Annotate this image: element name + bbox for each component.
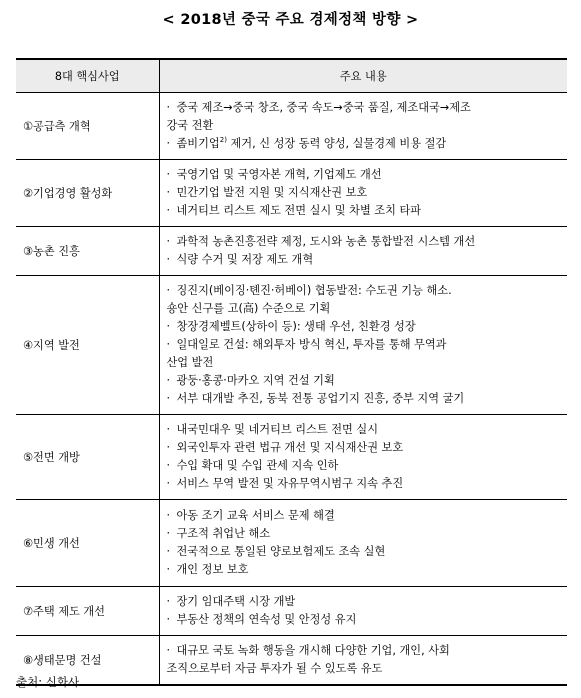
category-cell: ②기업경영 활성화 <box>16 160 159 227</box>
bullet-icon: · <box>166 459 171 472</box>
bullet-icon: · <box>166 338 171 351</box>
bullet-icon: · <box>166 545 171 558</box>
list-item <box>167 184 564 202</box>
list-item <box>167 99 564 117</box>
bullet-icon: · <box>166 204 171 217</box>
bullet-icon: · <box>166 137 171 150</box>
list-item <box>167 372 564 390</box>
list-item <box>167 561 564 579</box>
list-item <box>167 318 564 336</box>
item-text: 개인 정보 보호 <box>176 563 249 576</box>
item-text: 내국민대우 및 네거티브 리스트 전면 실시 <box>176 423 379 436</box>
item-text: 외국인투자 관련 법규 개선 및 지식재산권 보호 <box>176 441 404 454</box>
item-text: 과학적 농촌진흥전략 제정, 도시와 농촌 통합발전 시스템 개선 <box>176 235 476 248</box>
table-row <box>16 587 567 636</box>
list-item <box>167 251 564 269</box>
list-item-continuation <box>167 660 564 678</box>
list-item <box>167 457 564 475</box>
source-note: 출처: 신화사 <box>16 675 80 689</box>
item-text: 광둥·홍콩·마카오 지역 건설 기획 <box>176 374 335 387</box>
list-item <box>167 336 564 354</box>
bullet-icon: · <box>166 168 171 181</box>
table-row <box>16 276 567 415</box>
item-text: 네거티브 리스트 제도 전면 실시 및 차별 조치 타파 <box>176 204 422 217</box>
item-text-tail: 제거, 신 성장 동력 양성, 실물경제 비용 절감 <box>226 137 447 150</box>
item-text: 징진지(베이징·톈진·허베이) 협동발전: 수도권 기능 해소. <box>176 284 452 297</box>
item-text: 장기 임대주택 시장 개발 <box>176 595 296 608</box>
item-text: 숑안 신구를 고(高) 수준으로 기획 <box>166 302 331 315</box>
item-text: 국영기업 및 국영자본 개혁, 기업제도 개선 <box>176 168 382 181</box>
column-header-main-content: 주요 내용 <box>159 59 567 93</box>
item-text: 서비스 무역 발전 및 자유무역시범구 지속 추진 <box>176 477 404 490</box>
list-item <box>167 166 564 184</box>
list-item <box>167 282 564 300</box>
content-cell <box>159 587 567 636</box>
item-text: 중국 제조→중국 창조, 중국 속도→중국 품질, 제조대국→제조 <box>176 101 471 114</box>
column-header-core-project: 8대 핵심사업 <box>16 59 159 93</box>
content-cell <box>159 636 567 686</box>
category-cell: ⑧생태문명 건설 <box>16 636 159 686</box>
content-cell <box>159 93 567 160</box>
table-header-row <box>16 59 567 93</box>
bullet-icon: · <box>166 374 171 387</box>
bullet-icon: · <box>166 527 171 540</box>
item-text: 식량 수거 및 저장 제도 개혁 <box>176 253 314 266</box>
bullet-icon: · <box>166 284 171 297</box>
list-item-continuation <box>167 354 564 372</box>
list-item <box>167 525 564 543</box>
bullet-icon: · <box>166 477 171 490</box>
list-item-continuation <box>167 300 564 318</box>
item-text: 수입 확대 및 수입 관세 지속 인하 <box>176 459 339 472</box>
bullet-icon: · <box>166 101 171 114</box>
table-row <box>16 227 567 276</box>
item-text: 아동 조기 교육 서비스 문제 해결 <box>176 509 335 522</box>
content-cell <box>159 160 567 227</box>
content-cell <box>159 227 567 276</box>
bullet-icon: · <box>166 423 171 436</box>
content-cell <box>159 276 567 415</box>
content-cell <box>159 500 567 587</box>
item-text: 민간기업 발전 지원 및 지식재산권 보호 <box>176 186 368 199</box>
table-row <box>16 415 567 500</box>
list-item-continuation <box>167 117 564 135</box>
bullet-icon: · <box>166 392 171 405</box>
category-cell: ①공급측 개혁 <box>16 93 159 160</box>
item-text: 일대일로 건설: 해외투자 방식 혁신, 투자를 통해 무역과 <box>176 338 447 351</box>
item-text: 대규모 국토 녹화 행동을 개시해 다양한 기업, 개인, 사회 <box>176 644 450 657</box>
category-cell: ④지역 발전 <box>16 276 159 415</box>
list-item <box>167 421 564 439</box>
list-item <box>167 233 564 251</box>
category-cell: ③농촌 진흥 <box>16 227 159 276</box>
item-text: 창장경제벨트(상하이 등): 생태 우선, 친환경 성장 <box>176 320 416 333</box>
category-cell: ⑦주택 제도 개선 <box>16 587 159 636</box>
table-row <box>16 500 567 587</box>
table-row <box>16 160 567 227</box>
policy-table <box>16 58 567 686</box>
item-text: 강국 전환 <box>166 119 214 132</box>
list-item <box>167 543 564 561</box>
page-title: < 2018년 중국 주요 경제정책 방향 > <box>162 12 419 28</box>
bullet-icon: · <box>166 563 171 576</box>
item-text: 구조적 취업난 해소 <box>176 527 271 540</box>
item-text: 조직으로부터 자금 투자가 될 수 있도록 유도 <box>166 662 383 675</box>
table-row <box>16 636 567 686</box>
footnote-marker: 2) <box>219 136 227 144</box>
list-item <box>167 390 564 408</box>
item-text: 산업 발전 <box>166 356 214 369</box>
bullet-icon: · <box>166 509 171 522</box>
table-row <box>16 93 567 160</box>
list-item <box>167 642 564 660</box>
item-text: 전국적으로 통일된 양로보험제도 조속 실현 <box>176 545 386 558</box>
bullet-icon: · <box>166 595 171 608</box>
list-item <box>167 593 564 611</box>
bullet-icon: · <box>166 441 171 454</box>
bullet-icon: · <box>166 235 171 248</box>
bullet-icon: · <box>166 320 171 333</box>
bullet-icon: · <box>166 613 171 626</box>
list-item <box>167 611 564 629</box>
bullet-icon: · <box>166 253 171 266</box>
category-cell: ⑤전면 개방 <box>16 415 159 500</box>
bullet-icon: · <box>166 186 171 199</box>
item-text: 부동산 정책의 연속성 및 안정성 유지 <box>176 613 357 626</box>
list-item <box>167 439 564 457</box>
category-cell: ⑥민생 개선 <box>16 500 159 587</box>
bullet-icon: · <box>166 644 171 657</box>
content-cell <box>159 415 567 500</box>
item-text: 서부 대개발 추진, 동북 전통 공업기지 진흥, 중부 지역 굴기 <box>176 392 465 405</box>
item-text: 좀비기업 <box>176 137 220 150</box>
list-item <box>167 135 564 153</box>
list-item <box>167 475 564 493</box>
list-item <box>167 507 564 525</box>
list-item <box>167 202 564 220</box>
